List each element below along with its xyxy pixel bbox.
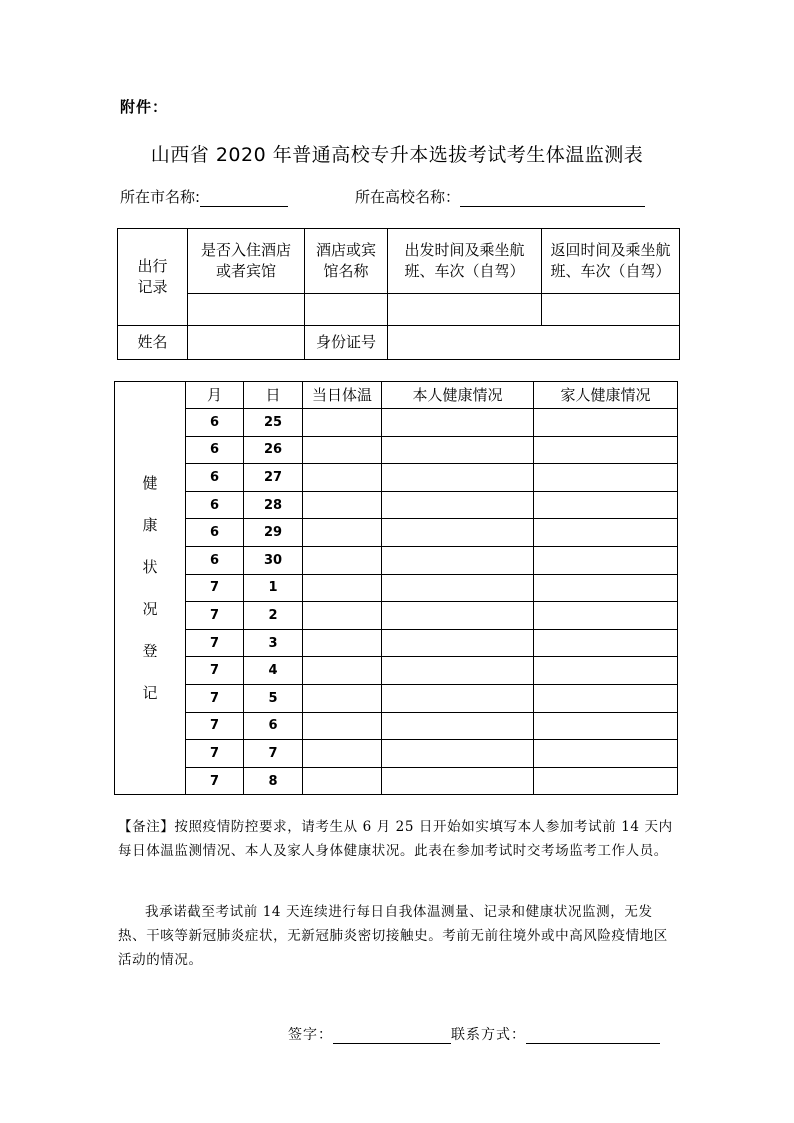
temp-cell[interactable] bbox=[303, 602, 382, 630]
day-cell: 2 bbox=[244, 602, 303, 630]
table-row bbox=[115, 712, 678, 740]
attachment-label: 附件： bbox=[120, 98, 169, 116]
month-cell: 7 bbox=[186, 574, 244, 602]
school-label: 所在高校名称： bbox=[355, 188, 461, 206]
hotel-cell[interactable] bbox=[188, 294, 305, 326]
day-cell: 8 bbox=[244, 767, 303, 795]
self-health-cell[interactable] bbox=[382, 629, 534, 657]
month-cell: 7 bbox=[186, 657, 244, 685]
school-field bbox=[355, 186, 645, 207]
family-health-cell[interactable] bbox=[534, 436, 678, 464]
signature-line bbox=[288, 1024, 660, 1044]
self-health-cell[interactable] bbox=[382, 684, 534, 712]
self-health-cell[interactable] bbox=[382, 546, 534, 574]
day-cell: 28 bbox=[244, 491, 303, 519]
table-row bbox=[115, 574, 678, 602]
self-health-cell[interactable] bbox=[382, 740, 534, 768]
self-health-cell[interactable] bbox=[382, 436, 534, 464]
temp-cell[interactable] bbox=[303, 574, 382, 602]
table-row bbox=[115, 767, 678, 795]
pledge-note: 我承诺截至考试前 14 天连续进行每日自我体温测量、记录和健康状况监测，无发热、干咳等新冠肺炎症状，无新冠肺炎密切接触史。考前无前往境外或中高风险疫情地区活动的情况。 bbox=[118, 904, 668, 968]
temp-header: 当日体温 bbox=[303, 382, 382, 409]
city-label: 所在市名称: bbox=[120, 188, 201, 206]
month-cell: 6 bbox=[186, 519, 244, 547]
temp-cell[interactable] bbox=[303, 464, 382, 492]
temp-cell[interactable] bbox=[303, 519, 382, 547]
family-health-header: 家人健康情况 bbox=[534, 382, 678, 409]
id-label: 身份证号 bbox=[305, 326, 388, 360]
table-row bbox=[115, 740, 678, 768]
contact-label: 联系方式： bbox=[451, 1027, 526, 1043]
month-cell: 6 bbox=[186, 464, 244, 492]
day-cell: 25 bbox=[244, 409, 303, 437]
month-cell: 6 bbox=[186, 409, 244, 437]
travel-row-label: 出行记录 bbox=[118, 229, 188, 326]
day-header: 日 bbox=[244, 382, 303, 409]
table-row bbox=[115, 657, 678, 685]
family-health-cell[interactable] bbox=[534, 629, 678, 657]
family-health-cell[interactable] bbox=[534, 519, 678, 547]
family-health-cell[interactable] bbox=[534, 712, 678, 740]
month-cell: 6 bbox=[186, 546, 244, 574]
side-label-char: 况 bbox=[142, 600, 158, 619]
remark-note: 【备注】按照疫情防控要求，请考生从 6 月 25 日开始如实填写本人参加考试前 14 天内每日体温监测情况、本人及家人身体健康状况。此表在参加考试时交考场监考工作人员。 bbox=[118, 819, 673, 859]
month-cell: 7 bbox=[186, 740, 244, 768]
day-cell: 1 bbox=[244, 574, 303, 602]
day-cell: 5 bbox=[244, 684, 303, 712]
side-label-char: 状 bbox=[142, 558, 158, 577]
temp-cell[interactable] bbox=[303, 740, 382, 768]
temp-cell[interactable] bbox=[303, 629, 382, 657]
day-cell: 4 bbox=[244, 657, 303, 685]
day-cell: 29 bbox=[244, 519, 303, 547]
table-row bbox=[115, 602, 678, 630]
name-cell[interactable] bbox=[188, 326, 305, 360]
day-cell: 26 bbox=[244, 436, 303, 464]
self-health-cell[interactable] bbox=[382, 657, 534, 685]
contact-input-line[interactable] bbox=[526, 1029, 660, 1044]
table-row bbox=[115, 546, 678, 574]
table-row bbox=[115, 464, 678, 492]
side-label-char: 康 bbox=[142, 516, 158, 535]
name-label: 姓名 bbox=[118, 326, 188, 360]
month-cell: 6 bbox=[186, 491, 244, 519]
family-health-cell[interactable] bbox=[534, 409, 678, 437]
day-cell: 3 bbox=[244, 629, 303, 657]
self-health-cell[interactable] bbox=[382, 409, 534, 437]
travel-record-table bbox=[117, 228, 680, 360]
month-cell: 7 bbox=[186, 712, 244, 740]
side-label-char: 登 bbox=[142, 642, 158, 661]
city-input-line[interactable] bbox=[200, 192, 288, 207]
temp-cell[interactable] bbox=[303, 684, 382, 712]
month-cell: 7 bbox=[186, 684, 244, 712]
school-input-line[interactable] bbox=[460, 192, 645, 207]
sign-input-line[interactable] bbox=[333, 1029, 451, 1044]
col-hotel-name-header: 酒店或宾馆名称 bbox=[305, 229, 388, 294]
table-row bbox=[115, 491, 678, 519]
table-row bbox=[115, 629, 678, 657]
self-health-cell[interactable] bbox=[382, 712, 534, 740]
table-row bbox=[115, 409, 678, 437]
day-cell: 6 bbox=[244, 712, 303, 740]
day-cell: 7 bbox=[244, 740, 303, 768]
side-label-char: 记 bbox=[142, 684, 158, 703]
sign-label: 签字： bbox=[288, 1027, 333, 1043]
day-cell: 27 bbox=[244, 464, 303, 492]
table-row bbox=[115, 436, 678, 464]
self-health-cell[interactable] bbox=[382, 464, 534, 492]
temp-cell[interactable] bbox=[303, 767, 382, 795]
month-cell: 6 bbox=[186, 436, 244, 464]
month-cell: 7 bbox=[186, 602, 244, 630]
temp-cell[interactable] bbox=[303, 409, 382, 437]
family-health-cell[interactable] bbox=[534, 491, 678, 519]
family-health-cell[interactable] bbox=[534, 574, 678, 602]
side-label-char: 健 bbox=[142, 474, 158, 493]
health-record-table bbox=[114, 381, 678, 795]
table-row bbox=[115, 684, 678, 712]
temp-cell[interactable] bbox=[303, 712, 382, 740]
family-health-cell[interactable] bbox=[534, 657, 678, 685]
temp-cell[interactable] bbox=[303, 657, 382, 685]
month-header: 月 bbox=[186, 382, 244, 409]
self-health-cell[interactable] bbox=[382, 767, 534, 795]
table-row bbox=[115, 519, 678, 547]
family-health-cell[interactable] bbox=[534, 602, 678, 630]
temp-cell[interactable] bbox=[303, 546, 382, 574]
family-health-cell[interactable] bbox=[534, 767, 678, 795]
family-health-cell[interactable] bbox=[534, 740, 678, 768]
self-health-cell[interactable] bbox=[382, 519, 534, 547]
family-health-cell[interactable] bbox=[534, 684, 678, 712]
month-cell: 7 bbox=[186, 767, 244, 795]
temp-cell[interactable] bbox=[303, 436, 382, 464]
self-health-cell[interactable] bbox=[382, 491, 534, 519]
family-health-cell[interactable] bbox=[534, 546, 678, 574]
col-return-header: 返回时间及乘坐航班、车次（自驾） bbox=[542, 229, 680, 294]
day-cell: 30 bbox=[244, 546, 303, 574]
family-health-cell[interactable] bbox=[534, 464, 678, 492]
self-health-cell[interactable] bbox=[382, 574, 534, 602]
health-side-label bbox=[115, 382, 186, 795]
return-cell[interactable] bbox=[542, 294, 680, 326]
self-health-cell[interactable] bbox=[382, 602, 534, 630]
city-field bbox=[120, 186, 288, 207]
col-depart-header: 出发时间及乘坐航班、车次（自驾） bbox=[388, 229, 542, 294]
hotel-name-cell[interactable] bbox=[305, 294, 388, 326]
id-cell[interactable] bbox=[388, 326, 680, 360]
month-cell: 7 bbox=[186, 629, 244, 657]
document-title: 山西省 2020 年普通高校专升本选拔考试考生体温监测表 bbox=[150, 144, 644, 166]
col-hotel-header: 是否入住酒店或者宾馆 bbox=[188, 229, 305, 294]
self-health-header: 本人健康情况 bbox=[382, 382, 534, 409]
temp-cell[interactable] bbox=[303, 491, 382, 519]
depart-cell[interactable] bbox=[388, 294, 542, 326]
